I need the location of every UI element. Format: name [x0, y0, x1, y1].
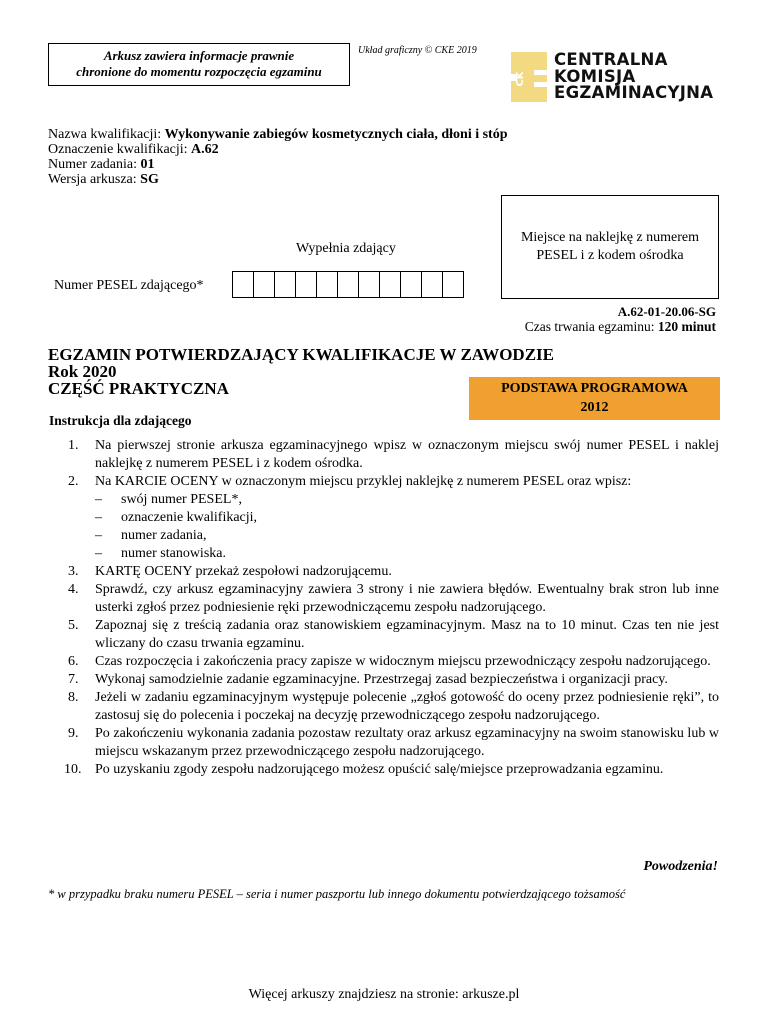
qualification-info [48, 127, 508, 187]
sheet-code: A.62-01-20.06-SG [617, 304, 716, 319]
instruction-number: 4. [68, 582, 79, 597]
cke-logo-icon [511, 52, 547, 102]
curriculum-badge [469, 377, 720, 420]
qualification-name: Wykonywanie zabiegów kosmetycznych ciała, dłoni i stóp [164, 127, 508, 142]
footnote: * w przypadku braku numeru PESEL – seria i numer paszportu lub innego dokumentu potwierdzającego tożsamość [48, 887, 626, 901]
qualification-code: A.62 [191, 142, 219, 157]
dash-bullet: – [95, 528, 102, 543]
logo-line-1: CENTRALNA [554, 50, 668, 69]
legal-notice-box [48, 43, 350, 86]
legal-notice-line-1: Arkusz zawiera informacje prawnie [103, 48, 295, 63]
instruction-item [48, 761, 719, 779]
sticker-text-line-1: Miejsce na naklejkę z numerem [520, 230, 700, 245]
pesel-digit-box[interactable] [254, 271, 275, 298]
pesel-digit-box[interactable] [401, 271, 422, 298]
instruction-text: Zapoznaj się z treścią zadania oraz stanowiskiem egzaminacyjnym. Masz na to 10 minut. Czas ten nie jest wliczany do czasu trwania egzaminu. [95, 618, 719, 651]
instruction-number: 7. [68, 672, 79, 687]
instruction-item [48, 581, 719, 617]
exam-part: CZĘŚĆ PRAKTYCZNA [48, 379, 229, 398]
instruction-text: Na KARCIE OCENY w oznaczonym miejscu przyklej naklejkę z numerem PESEL oraz wpisz: [95, 474, 632, 489]
pesel-digit-box[interactable] [296, 271, 317, 298]
dash-bullet: – [95, 546, 102, 561]
instruction-text: Wykonaj samodzielnie zadanie egzaminacyjne. Przestrzegaj zasad bezpieczeństwa i organizacji pracy. [95, 672, 668, 687]
qualification-code-row: Oznaczenie kwalifikacji: A.62 [48, 142, 219, 157]
instruction-item [48, 671, 719, 689]
sticker-text-line-2: PESEL i z kodem ośrodka [536, 248, 684, 263]
instruction-subitem [95, 545, 719, 563]
instruction-number: 8. [68, 690, 79, 705]
legal-notice-line-2: chronione do momentu rozpoczęcia egzaminu [76, 64, 322, 79]
exam-title: EGZAMIN POTWIERDZAJĄCY KWALIFIKACJE W ZAWODZIE [48, 345, 554, 364]
instruction-subitem [95, 509, 719, 527]
instruction-subitem-text: oznaczenie kwalifikacji, [121, 510, 258, 525]
task-number-row: Numer zadania: 01 [48, 157, 155, 172]
instruction-number: 6. [68, 654, 79, 669]
instruction-subitems [95, 491, 719, 563]
instruction-number: 10. [64, 762, 82, 777]
pesel-caption: Wypełnia zdający [296, 241, 396, 256]
pesel-digit-box[interactable] [275, 271, 296, 298]
instruction-number: 5. [68, 618, 79, 633]
instruction-text: Po uzyskaniu zgody zespołu nadzorującego możesz opuścić salę/miejsce przeprowadzania egzaminu. [95, 762, 664, 777]
cke-logo-text [554, 52, 713, 102]
pesel-label: Numer PESEL zdającego* [54, 278, 204, 293]
footer-text: Więcej arkuszy znajdziesz na stronie: arkusze.pl [248, 987, 520, 1002]
pesel-digit-box[interactable] [359, 271, 380, 298]
instruction-item [48, 437, 719, 473]
pesel-digit-box[interactable] [380, 271, 401, 298]
instruction-subitem [95, 491, 719, 509]
instruction-subitem-text: numer stanowiska. [121, 546, 226, 561]
svg-text:CK: CK [515, 71, 526, 87]
curriculum-line-2: 2012 [580, 400, 609, 415]
pesel-digit-box[interactable] [317, 271, 338, 298]
sheet-version-row: Wersja arkusza: SG [48, 172, 159, 187]
instruction-item [48, 725, 719, 761]
task-number: 01 [140, 157, 155, 172]
pesel-digit-box[interactable] [422, 271, 443, 298]
dash-bullet: – [95, 510, 102, 525]
sticker-placeholder-box [501, 195, 719, 299]
instruction-number: 2. [68, 474, 79, 489]
exam-duration-value: 120 minut [657, 319, 716, 334]
pesel-digit-box[interactable] [338, 271, 359, 298]
instruction-item [48, 689, 719, 725]
instruction-item [48, 653, 719, 671]
qualification-name-row: Nazwa kwalifikacji: Wykonywanie zabiegów kosmetycznych ciała, dłoni i stóp [48, 127, 508, 142]
pesel-digit-box[interactable] [443, 271, 464, 298]
instruction-item [48, 563, 719, 581]
cke-logo [511, 52, 731, 104]
instruction-item [48, 617, 719, 653]
instruction-number: 3. [68, 564, 79, 579]
instruction-text: Jeżeli w zadaniu egzaminacyjnym występuje polecenie „zgłoś gotowość do oceny przez podniesienie ręki”, to zastosuj się do polecenia i poczekaj na decyzję przewodniczącego zespołu nadzorującego. [95, 690, 719, 723]
instruction-number: 1. [68, 438, 79, 453]
instruction-subitem [95, 527, 719, 545]
curriculum-line-1: PODSTAWA PROGRAMOWA [501, 381, 688, 396]
logo-line-2: KOMISJA [554, 66, 636, 86]
instructions-list [48, 437, 719, 779]
instructions-heading: Instrukcja dla zdającego [49, 413, 192, 428]
instruction-subitem-text: numer zadania, [121, 528, 207, 543]
instruction-number: 9. [68, 726, 79, 741]
pesel-digit-box[interactable] [233, 271, 254, 298]
instruction-text: Czas rozpoczęcia i zakończenia pracy zapisze w widocznym miejscu przewodniczący zespołu nadzorującego. [95, 654, 711, 669]
logo-line-3: EGZAMINACYJNA [554, 83, 714, 102]
dash-bullet: – [95, 492, 102, 507]
pesel-input-boxes[interactable] [232, 271, 464, 298]
exam-duration: Czas trwania egzaminu: 120 minut [524, 319, 716, 334]
instruction-subitem-text: swój numer PESEL*, [121, 492, 242, 507]
instruction-text: KARTĘ OCENY przekaż zespołowi nadzorującemu. [95, 564, 392, 579]
exam-year: Rok 2020 [48, 362, 117, 381]
good-luck-text: Powodzenia! [643, 859, 718, 874]
sheet-version: SG [140, 172, 159, 187]
layout-credit: Układ graficzny © CKE 2019 [358, 45, 477, 56]
instruction-text: Sprawdź, czy arkusz egzaminacyjny zawiera 3 strony i nie zawiera błędów. Ewentualny brak stron lub inne usterki zgłoś przez podniesienie ręki przewodniczącemu zespołu nadzorującego. [95, 582, 719, 615]
instruction-text: Na pierwszej stronie arkusza egzaminacyjnego wpisz w oznaczonym miejscu swój numer PESEL i naklej naklejkę z numerem PESEL i z kodem ośrodka. [95, 438, 719, 471]
instruction-text: Po zakończeniu wykonania zadania pozostaw rezultaty oraz arkusz egzaminacyjny na swoim stanowisku lub w miejscu wskazanym przez przewodniczącego zespołu nadzorującego. [95, 726, 719, 759]
instruction-item [48, 473, 719, 563]
